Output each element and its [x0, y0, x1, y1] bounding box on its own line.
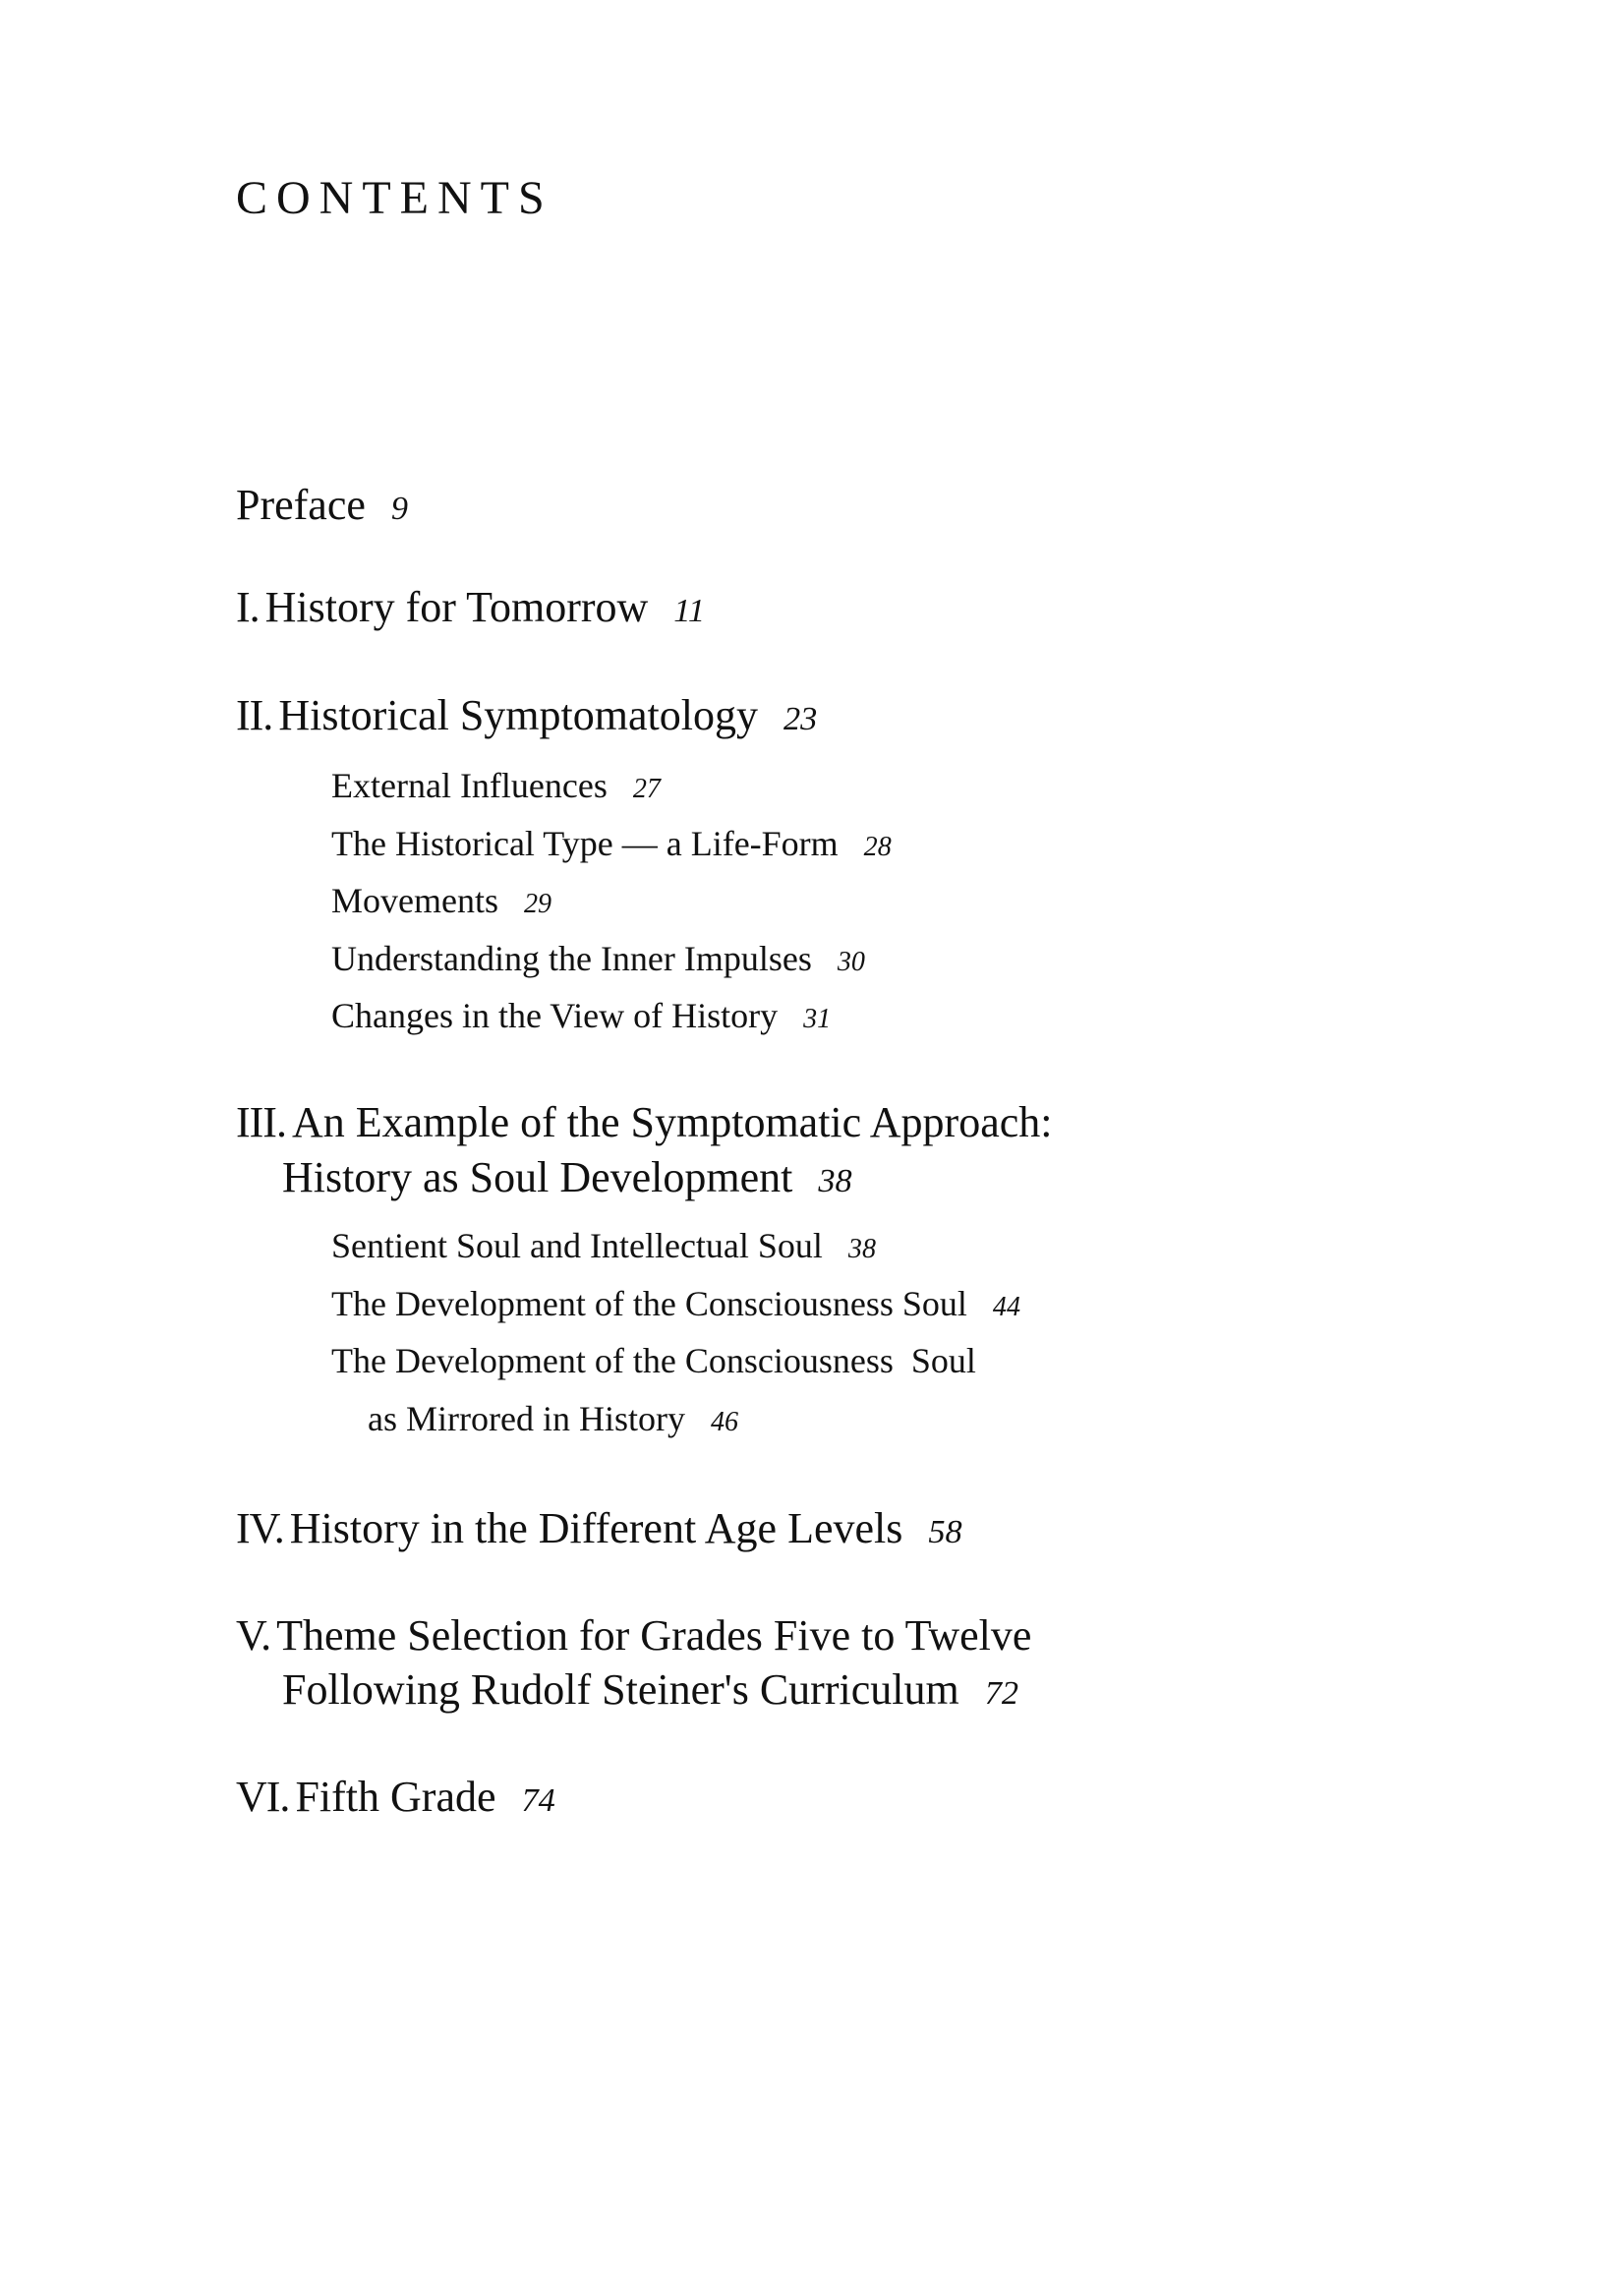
toc-page-number: 11 — [673, 592, 706, 629]
toc-subentry[interactable] — [331, 826, 892, 861]
chapter-number: VI. — [236, 1773, 290, 1821]
toc-page-number: 38 — [847, 1234, 876, 1264]
toc-entry-label: Understanding the Inner Impulses — [331, 939, 812, 978]
toc-subentry[interactable] — [331, 1343, 976, 1378]
toc-entry-chapter-6[interactable] — [236, 1773, 555, 1821]
toc-entry-label: Following Rudolf Steiner's Curriculum — [282, 1665, 959, 1714]
chapter-number: III. — [236, 1098, 286, 1146]
toc-page-number: 46 — [710, 1407, 739, 1437]
toc-subentry[interactable] — [331, 1228, 876, 1263]
toc-entry-label: Fifth Grade — [295, 1773, 496, 1821]
toc-entry-label: History for Tomorrow — [264, 583, 649, 631]
toc-entry-chapter-3-continued[interactable] — [282, 1153, 852, 1201]
toc-entry-chapter-3[interactable] — [236, 1098, 1053, 1146]
toc-entry-label: Changes in the View of History — [331, 996, 779, 1035]
toc-subentry-continued[interactable] — [368, 1401, 738, 1436]
chapter-number: II. — [236, 691, 273, 739]
toc-entry-preface[interactable] — [236, 481, 409, 529]
toc-entry-label: The Development of the Consciousness Soul — [331, 1341, 976, 1380]
toc-page-number: 58 — [928, 1513, 962, 1550]
toc-entry-chapter-5[interactable] — [236, 1611, 1032, 1660]
toc-entry-chapter-5-continued[interactable] — [282, 1665, 1018, 1714]
chapter-number: IV. — [236, 1504, 284, 1552]
page-title: CONTENTS — [236, 172, 553, 224]
toc-subentry[interactable] — [331, 998, 831, 1033]
chapter-number: I. — [236, 583, 260, 631]
toc-entry-label: The Historical Type — a Life-Form — [331, 824, 839, 863]
toc-entry-chapter-1[interactable] — [236, 583, 706, 631]
toc-page-number: 72 — [984, 1674, 1018, 1712]
toc-page-number: 30 — [837, 947, 865, 977]
toc-entry-label: Theme Selection for Grades Five to Twelve — [276, 1611, 1032, 1660]
toc-page-number: 44 — [992, 1292, 1020, 1322]
toc-page-number: 29 — [523, 889, 552, 919]
toc-entry-label: Sentient Soul and Intellectual Soul — [331, 1226, 823, 1265]
toc-page-number: 28 — [863, 832, 892, 862]
toc-page-number: 23 — [783, 700, 818, 737]
toc-entry-label: Preface — [236, 481, 366, 529]
toc-subentry[interactable] — [331, 883, 551, 918]
toc-page-number: 31 — [803, 1004, 832, 1034]
toc-subentry[interactable] — [331, 941, 865, 976]
toc-page-number: 38 — [818, 1162, 852, 1199]
toc-entry-label: Movements — [331, 881, 498, 920]
toc-entry-label: Historical Symptomatology — [278, 691, 758, 739]
toc-entry-label: as Mirrored in History — [368, 1399, 685, 1438]
toc-entry-label: History in the Different Age Levels — [289, 1504, 903, 1552]
toc-subentry[interactable] — [331, 768, 661, 803]
toc-page-number: 9 — [390, 490, 409, 527]
toc-entry-chapter-4[interactable] — [236, 1504, 962, 1552]
toc-subentry[interactable] — [331, 1286, 1020, 1321]
toc-entry-label: The Development of the Consciousness Soul — [331, 1284, 967, 1323]
toc-entry-label: External Influences — [331, 766, 608, 805]
toc-entry-label: History as Soul Development — [282, 1153, 793, 1201]
toc-page-number: 27 — [632, 774, 661, 804]
chapter-number: V. — [236, 1611, 271, 1660]
toc-page-number: 74 — [521, 1781, 555, 1819]
toc-entry-label: An Example of the Symptomatic Approach: — [291, 1098, 1053, 1146]
toc-entry-chapter-2[interactable] — [236, 691, 818, 739]
